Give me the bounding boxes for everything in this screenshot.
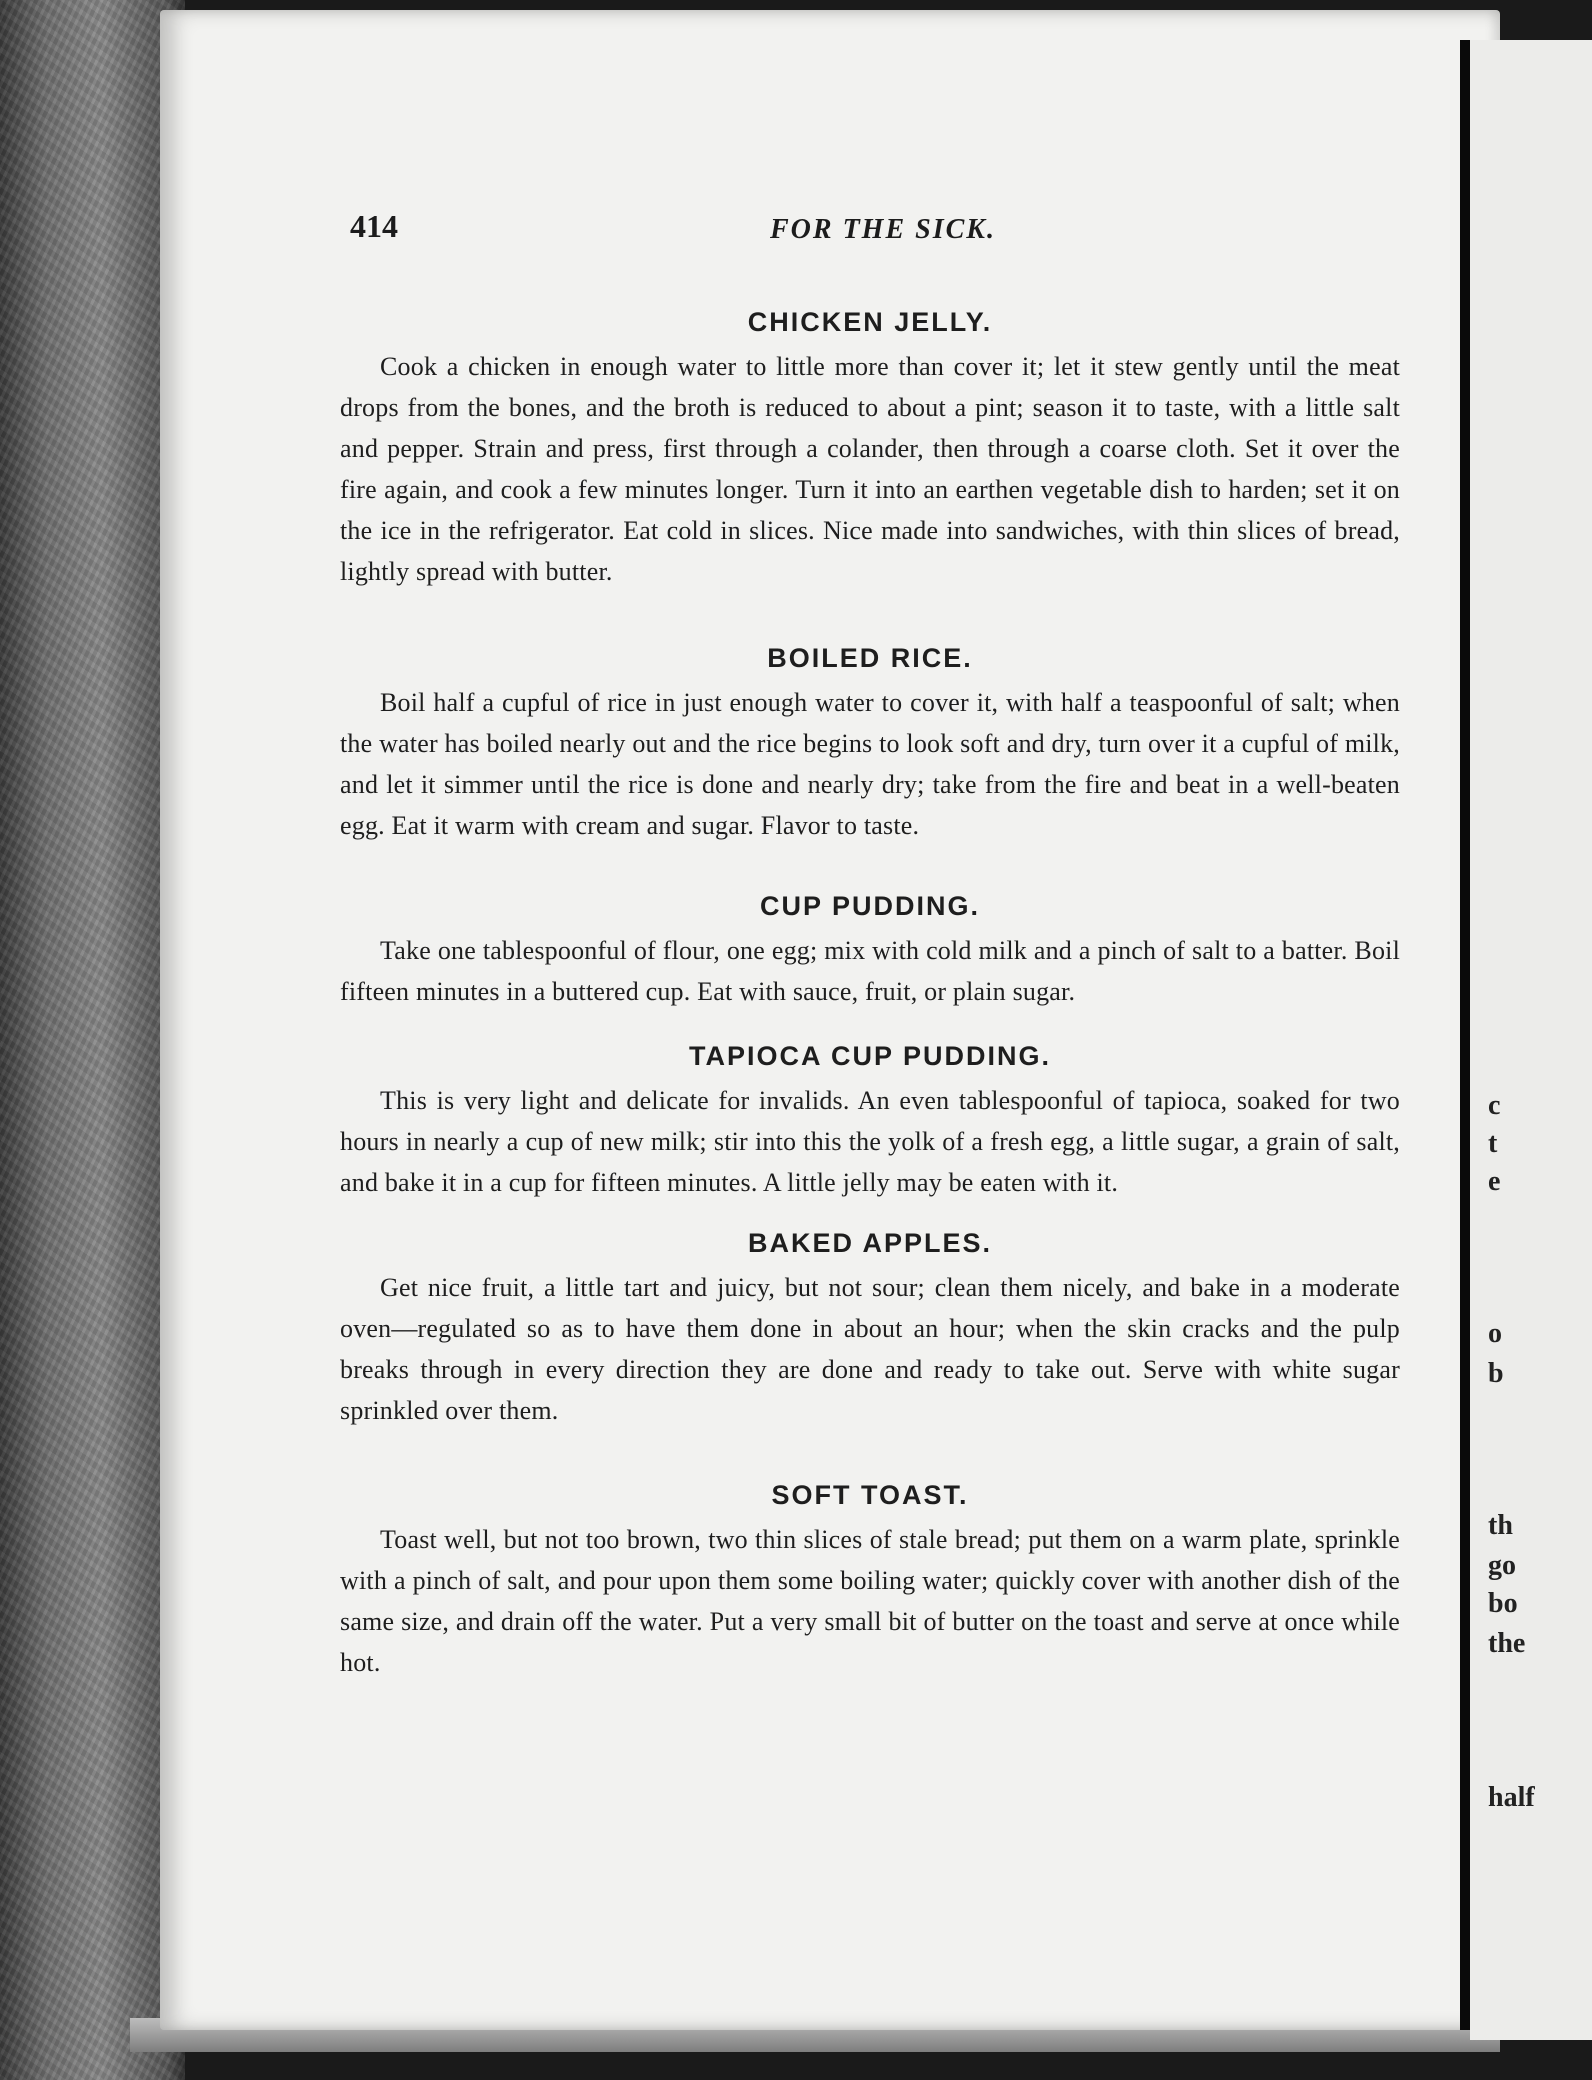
recipe-title: CHICKEN JELLY. — [747, 307, 993, 337]
facing-page-fragment: go — [1488, 1550, 1516, 1581]
book-fore-edge — [0, 0, 185, 2080]
recipe-body: Take one tablespoonful of flour, one egg; mix with cold milk and a pinch of salt to a batter. Boil fifteen minutes in a buttered cup. Eat with sauce, fruit, or plain sugar. — [340, 936, 1400, 1006]
page-gutter — [1460, 40, 1470, 2030]
facing-page-fragment: t — [1488, 1128, 1498, 1159]
recipe-body: Cook a chicken in enough water to little more than cover it; let it stew gently until the meat drops from the bones, and the broth is reduced to about a pint; season it to taste, with a little salt and pepper. Strain and press, first through a colander, then through a coarse cloth. Set it over the fire again, and cook a few minutes longer. Turn it into an earthen vegetable dish to harden; set it on the ice in the refrigerator. Eat cold in slices. Nice made into sandwiches, with thin slices of bread, lightly spread with butter. — [340, 352, 1400, 586]
facing-page-fragment: bo — [1488, 1588, 1518, 1619]
facing-page-fragment: e — [1488, 1166, 1501, 1197]
recipe-list — [340, 302, 1400, 1683]
recipe-soft-toast — [340, 1475, 1400, 1683]
facing-page-strip — [1470, 40, 1592, 2040]
recipe-cup-pudding — [340, 886, 1400, 1012]
recipe-body: Boil half a cupful of rice in just enough water to cover it, with half a teaspoonful of salt; when the water has boiled nearly out and the rice begins to look soft and dry, turn over it a cupful of milk, and let it simmer until the rice is done and nearly dry; take from the fire and beat in a well-beaten egg. Eat it warm with cream and sugar. Flavor to taste. — [340, 688, 1400, 840]
facing-page-fragment: the — [1488, 1628, 1526, 1659]
recipe-title: TAPIOCA CUP PUDDING. — [688, 1041, 1052, 1071]
facing-page-fragment: b — [1488, 1358, 1504, 1389]
recipe-body: Toast well, but not too brown, two thin slices of stale bread; put them on a warm plate, sprinkle with a pinch of salt, and pour upon them some boiling water; quickly cover with another dish of the same size, and drain off the water. Put a very small bit of butter on the toast and serve at once while hot. — [340, 1525, 1400, 1677]
recipe-tapioca-cup-pudding — [340, 1036, 1400, 1203]
recipe-body: This is very light and delicate for invalids. An even tablespoonful of tapioca, soaked for two hours in nearly a cup of new milk; stir into this the yolk of a fresh egg, a little sugar, a grain of salt, and bake it in a cup for fifteen minutes. A little jelly may be eaten with it. — [340, 1086, 1400, 1197]
facing-page-fragment: o — [1488, 1318, 1502, 1349]
recipe-title: BAKED APPLES. — [747, 1228, 993, 1258]
page-number: 414 — [350, 208, 398, 244]
page-header-title: FOR THE SICK. — [770, 214, 996, 245]
recipe-body: Get nice fruit, a little tart and juicy, but not sour; clean them nicely, and bake in a moderate oven—regulated so as to have them done in about an hour; when the skin cracks and the pulp breaks through in every direction they are done and ready to take out. Serve with white sugar sprinkled over them. — [340, 1273, 1400, 1425]
recipe-boiled-rice — [340, 638, 1400, 846]
facing-page-fragment: c — [1488, 1090, 1501, 1121]
recipe-title: BOILED RICE. — [767, 643, 973, 673]
facing-page-fragment: half — [1488, 1782, 1535, 1813]
recipe-chicken-jelly — [340, 302, 1400, 592]
recipe-title: CUP PUDDING. — [759, 891, 981, 921]
recipe-baked-apples — [340, 1223, 1400, 1431]
running-head — [350, 208, 1380, 250]
facing-page-fragment: th — [1488, 1510, 1513, 1541]
recipe-title: SOFT TOAST. — [771, 1480, 969, 1510]
